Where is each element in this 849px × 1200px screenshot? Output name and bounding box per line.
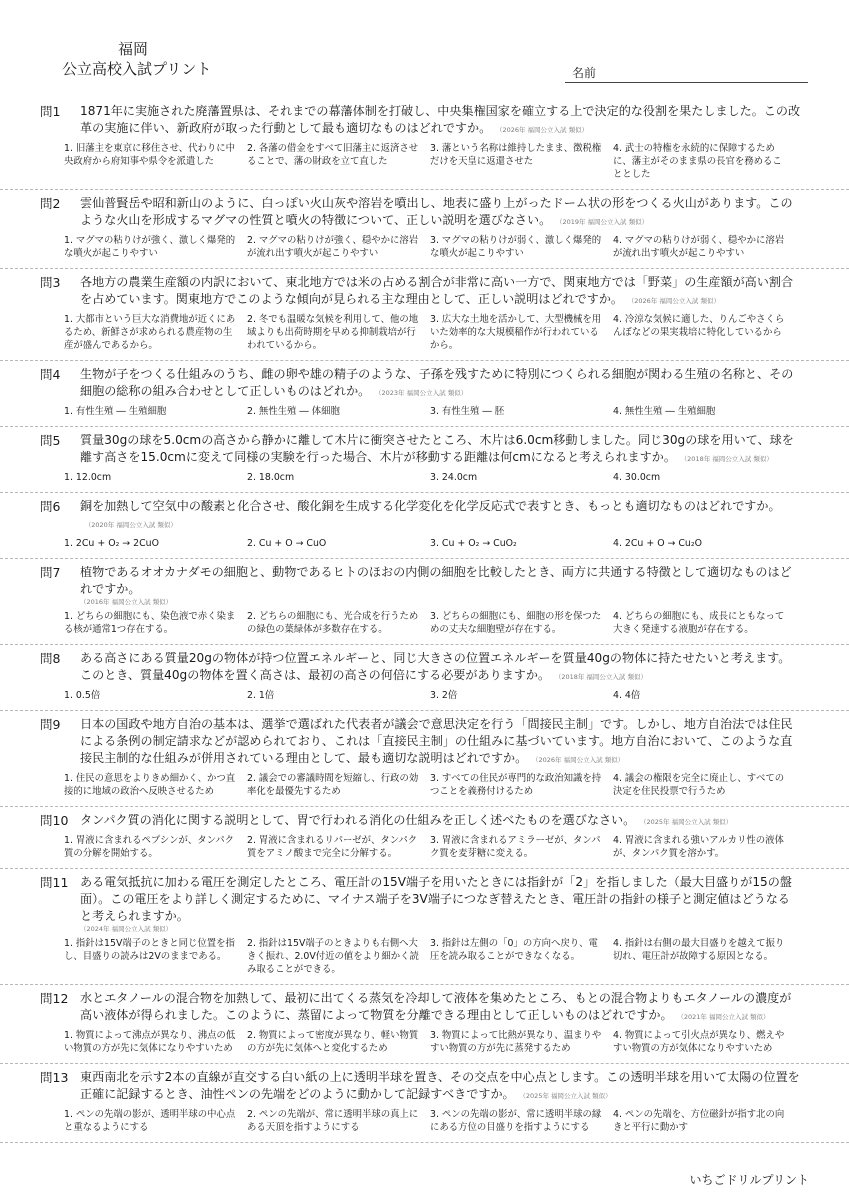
question-source: （2023年 福岡公立入試 類似） bbox=[378, 389, 468, 397]
question-text: 植物であるオオカナダモの細胞と、動物であるヒトのほおの内側の細胞を比較したとき、両方に共通する特徴として適切なものはどれですか。 bbox=[80, 565, 792, 596]
choice-4[interactable]: 4. 4倍 bbox=[613, 690, 641, 701]
question-text: 日本の国政や地方自治の基本は、選挙で選ばれた代表者が議会で意思決定を行う「間接民主制」です。しかし、地方自治法では住民による条例の制定請求などが認められており、これは「直接民主制」の仕組みに基づいています。地方自治において、このような直接民主制的な仕組みが併用されている理由として、最も適切な説明はどれですか。 bbox=[80, 717, 793, 765]
question-text: 水とエタノールの混合物を加熱して、最初に出てくる蒸気を冷却して液体を集めたところ、もとの混合物よりもエタノールの濃度が高い液体が得られました。このように、蒸留によって物質を分離できる理由として正しいものはどれですか。 bbox=[80, 991, 792, 1022]
question-number: 問4 bbox=[40, 367, 61, 382]
choice-2[interactable]: 2. 各藩の借金をすべて旧藩主に返済させることで、藩の財政を立て直した bbox=[247, 143, 419, 167]
choice-4[interactable]: 4. 指針は右側の最大目盛りを越えて振り切れ、電圧計が故障する原因となる。 bbox=[613, 938, 785, 962]
choice-3[interactable]: 3. すべての住民が専門的な政治知識を持つことを義務付けるため bbox=[430, 773, 602, 797]
choice-1[interactable]: 1. 有性生殖 ― 生殖細胞 bbox=[64, 406, 167, 417]
choice-1[interactable]: 1. 住民の意思をよりきめ細かく、かつ直接的に地域の政治へ反映させるため bbox=[64, 773, 236, 797]
choice-1[interactable]: 1. どちらの細胞にも、染色液で赤く染まる核が通常1つ存在する。 bbox=[64, 611, 236, 635]
choice-4[interactable]: 4. 議会の権限を完全に廃止し、すべての決定を住民投票で行うため bbox=[613, 773, 785, 797]
question-source: （2021年 福岡公立入試 類似） bbox=[680, 1013, 770, 1021]
question-source: （2025年 福岡公立入試 類似） bbox=[643, 818, 733, 826]
choice-2[interactable]: 2. マグマの粘りけが強く、穏やかに溶岩が流れ出す噴火が起こりやすい bbox=[247, 235, 419, 259]
choice-1[interactable]: 1. 12.0cm bbox=[64, 472, 112, 483]
choice-4[interactable]: 4. 30.0cm bbox=[613, 472, 661, 483]
question-block bbox=[0, 427, 849, 493]
question-number: 問2 bbox=[40, 196, 61, 211]
question-number: 問8 bbox=[40, 651, 61, 666]
choice-4[interactable]: 4. 無性生殖 ― 生殖細胞 bbox=[613, 406, 716, 417]
question-text: ある電気抵抗に加わる電圧を測定したところ、電圧計の15V端子を用いたときには指針が「2」を指しました（最大目盛りが15の盤面）。この電圧をより詳しく測定するために、マイナス端子を3V端子につなぎ替えたとき、電圧計の指針の様子と測定値はどうなると考えられますか。 bbox=[80, 875, 792, 923]
choice-3[interactable]: 3. 胃液に含まれるアミラーゼが、タンパク質を麦芽糖に変える。 bbox=[430, 835, 601, 859]
page-header bbox=[0, 0, 849, 100]
choice-2[interactable]: 2. どちらの細胞にも、光合成を行うための緑色の葉緑体が多数存在する。 bbox=[247, 611, 419, 635]
question-text: タンパク質の消化に関する説明として、胃で行われる消化の仕組みを正しく述べたものを選びなさい。 bbox=[80, 813, 636, 827]
choice-2[interactable]: 2. 物質によって密度が異なり、軽い物質の方が先に気体へと変化するため bbox=[247, 1030, 419, 1054]
question-block bbox=[0, 985, 849, 1064]
question-text: 雲仙普賢岳や昭和新山のように、白っぽい火山灰や溶岩を噴出し、地表に盛り上がったドーム状の形をつくる火山があります。このような火山を形成するマグマの性質と噴火の特徴について、正しい説明を選びなさい。 bbox=[80, 196, 793, 227]
question-source: （2018年 福岡公立入試 類似） bbox=[683, 455, 773, 463]
question-block bbox=[0, 361, 849, 427]
choice-2[interactable]: 2. 冬でも温暖な気候を利用して、他の地域よりも出荷時期を早める抑制栽培が行われているから。 bbox=[247, 314, 419, 351]
choice-3[interactable]: 3. どちらの細胞にも、細胞の形を保つための丈夫な細胞壁が存在する。 bbox=[430, 611, 602, 635]
name-field-line[interactable] bbox=[565, 82, 808, 83]
choice-1[interactable]: 1. マグマの粘りけが強く、激しく爆発的な噴火が起こりやすい bbox=[64, 235, 236, 259]
choice-2[interactable]: 2. 18.0cm bbox=[247, 472, 295, 483]
choice-3[interactable]: 3. 2倍 bbox=[430, 690, 458, 701]
question-text: 質量30gの球を5.0cmの高さから静かに離して木片に衝突させたところ、木片は6.0cm移動しました。同じ30gの球を用いて、球を離す高さを15.0cmに変えて同様の実験を行った場合、木片が移動する距離は何cmになると考えられますか。 bbox=[80, 433, 794, 464]
question-number: 問7 bbox=[40, 565, 61, 580]
choice-2[interactable]: 2. Cu + O → CuO bbox=[247, 538, 327, 549]
choice-4[interactable]: 4. マグマの粘りけが弱く、穏やかに溶岩が流れ出す噴火が起こりやすい bbox=[613, 235, 785, 259]
choice-3[interactable]: 3. ペンの先端の影が、常に透明半球の縁にある方位の目盛りを指すようにする bbox=[430, 1109, 602, 1133]
choice-3[interactable]: 3. 広大な土地を活かして、大型機械を用いた効率的な大規模稲作が行われているから。 bbox=[430, 314, 602, 351]
choice-2[interactable]: 2. 無性生殖 ― 体細胞 bbox=[247, 406, 340, 417]
choice-1[interactable]: 1. 旧藩主を東京に移住させ、代わりに中央政府から府知事や県令を派遣した bbox=[64, 143, 236, 167]
choice-3[interactable]: 3. マグマの粘りけが弱く、激しく爆発的な噴火が起こりやすい bbox=[430, 235, 602, 259]
question-block bbox=[0, 645, 849, 711]
choice-1[interactable]: 1. 大都市という巨大な消費地が近くにあるため、新鮮さが求められる農産物の生産が盛んであるから。 bbox=[64, 314, 236, 351]
question-number: 問13 bbox=[40, 1070, 69, 1085]
question-number: 問11 bbox=[40, 875, 69, 890]
choice-4[interactable]: 4. 2Cu + O → Cu₂O bbox=[613, 538, 703, 549]
choice-4[interactable]: 4. 冷涼な気候に適した、りんごやさくらんぼなどの果実栽培に特化しているから bbox=[613, 314, 785, 338]
question-source: （2026年 福岡公立入試 類似） bbox=[499, 126, 589, 134]
choice-2[interactable]: 2. 議会での審議時間を短縮し、行政の効率化を最優先するため bbox=[247, 773, 419, 797]
choice-4[interactable]: 4. 武士の特権を永続的に保障するために、藩主がそのまま県の長官を務めることとした bbox=[613, 143, 782, 180]
question-source: （2016年 福岡公立入試 類似） bbox=[80, 598, 173, 606]
question-source: （2019年 福岡公立入試 類似） bbox=[559, 218, 649, 226]
question-text: 各地方の農業生産額の内訳において、東北地方では米の占める割合が非常に高い一方で、関東地方では「野菜」の生産額が高い割合を占めています。関東地方でこのような傾向が見られる主な理由として、正しい説明はどれですか。 bbox=[80, 275, 794, 306]
question-number: 問10 bbox=[40, 813, 69, 828]
question-text: 東西南北を示す2本の直線が直交する白い紙の上に透明半球を置き、その交点を中心点とします。この透明半球を用いて太陽の位置を正確に記録するとき、油性ペンの先端をどのように動かして記録すべきですか。 bbox=[80, 1070, 800, 1101]
question-block bbox=[0, 559, 849, 645]
question-source: （2026年 福岡公立入試 類似） bbox=[631, 297, 720, 305]
question-block bbox=[0, 1064, 849, 1143]
question-block bbox=[0, 869, 849, 985]
question-text: 銅を加熱して空気中の酸素と化合させ、酸化銅を生成する化学変化を化学反応式で表すとき、もっとも適切なものはどれですか。 bbox=[80, 499, 781, 513]
question-block bbox=[0, 493, 849, 559]
question-number: 問9 bbox=[40, 717, 61, 732]
choice-4[interactable]: 4. どちらの細胞にも、成長にともなって大きく発達する液胞が存在する。 bbox=[613, 611, 785, 635]
question-block bbox=[0, 807, 849, 869]
question-block bbox=[0, 269, 849, 361]
choice-4[interactable]: 4. 物質によって引火点が異なり、燃えやすい物質の方が気体になりやすいため bbox=[613, 1030, 785, 1054]
choice-3[interactable]: 3. 指針は左側の「0」の方向へ戻り、電圧を読み取ることができなくなる。 bbox=[430, 938, 598, 962]
choice-2[interactable]: 2. 胃液に含まれるリパーゼが、タンパク質をアミノ酸まで完全に分解する。 bbox=[247, 835, 418, 859]
question-text: ある高さにある質量20gの物体が持つ位置エネルギーと、同じ大きさの位置エネルギーを質量40gの物体に持たせたいと考えます。このとき、質量40gの物体を置く高さは、最初の高さの何倍にする必要がありますか。 bbox=[80, 651, 791, 682]
question-number: 問5 bbox=[40, 433, 61, 448]
question-text: 1871年に実施された廃藩置県は、それまでの幕藩体制を打破し、中央集権国家を確立する上で決定的な役割を果たしました。この改革の実施に伴い、新政府が取った行動として最も適切なものはどれですか。 bbox=[80, 104, 801, 135]
choice-1[interactable]: 1. 物質によって沸点が異なり、沸点の低い物質の方が先に気体になりやすいため bbox=[64, 1030, 236, 1054]
question-source: （2026年 福岡公立入試 類似） bbox=[535, 756, 625, 764]
question-number: 問3 bbox=[40, 275, 61, 290]
question-source: （2018年 福岡公立入試 類似） bbox=[558, 673, 647, 681]
choice-4[interactable]: 4. 胃液に含まれる強いアルカリ性の液体が、タンパク質を溶かす。 bbox=[613, 835, 784, 859]
choice-2[interactable]: 2. 指針は15V端子のときよりも右側へ大きく振れ、2.0V付近の値をより細かく読み取ることができる。 bbox=[247, 938, 419, 975]
question-number: 問1 bbox=[40, 104, 61, 119]
question-number: 問6 bbox=[40, 499, 61, 514]
choice-4[interactable]: 4. ペンの先端を、方位磁針が指す北の向きと平行に動かす bbox=[613, 1109, 785, 1133]
title-prefecture: 福岡 bbox=[118, 40, 149, 58]
question-block bbox=[0, 711, 849, 807]
question-source: （2024年 福岡公立入試 類似） bbox=[80, 925, 173, 933]
choice-3[interactable]: 3. 有性生殖 ― 胚 bbox=[430, 406, 505, 417]
question-source: （2020年 福岡公立入試 類似） bbox=[88, 521, 177, 529]
choice-2[interactable]: 2. 1倍 bbox=[247, 690, 275, 701]
choice-1[interactable]: 1. ペンの先端の影が、透明半球の中心点と重なるようにする bbox=[64, 1109, 236, 1133]
title-print-name: 公立高校入試プリント bbox=[62, 60, 212, 78]
choice-3[interactable]: 3. 藩という名称は維持したまま、徴税権だけを天皇に返還させた bbox=[430, 143, 602, 167]
question-source: （2025年 福岡公立入試 類似） bbox=[522, 1092, 612, 1100]
question-block bbox=[0, 190, 849, 269]
footer-brand: いちごドリルプリント bbox=[689, 1173, 809, 1187]
choice-1[interactable]: 1. 胃液に含まれるペプシンが、タンパク質の分解を開始する。 bbox=[64, 835, 235, 859]
choice-3[interactable]: 3. 24.0cm bbox=[430, 472, 478, 483]
question-block bbox=[0, 98, 849, 190]
choice-1[interactable]: 1. 0.5倍 bbox=[64, 690, 101, 701]
question-number: 問12 bbox=[40, 991, 69, 1006]
question-text: 生物が子をつくる仕組みのうち、雌の卵や雄の精子のような、子孫を残すために特別につくられる細胞が関わる生殖の名称と、その細胞の総称の組み合わせとして正しいものはどれか。 bbox=[80, 367, 794, 398]
name-label: 名前 bbox=[572, 66, 597, 80]
choice-3[interactable]: 3. 物質によって比熱が異なり、温まりやすい物質の方が先に蒸発するため bbox=[430, 1030, 602, 1054]
choice-1[interactable]: 1. 指針は15V端子のときと同じ位置を指し、目盛りの読みは2Vのままである。 bbox=[64, 938, 235, 962]
choice-3[interactable]: 3. Cu + O₂ → CuO₂ bbox=[430, 538, 517, 549]
question-list bbox=[0, 98, 849, 1143]
choice-1[interactable]: 1. 2Cu + O₂ → 2CuO bbox=[64, 538, 159, 549]
choice-2[interactable]: 2. ペンの先端が、常に透明半球の真上にある天頂を指すようにする bbox=[247, 1109, 419, 1133]
